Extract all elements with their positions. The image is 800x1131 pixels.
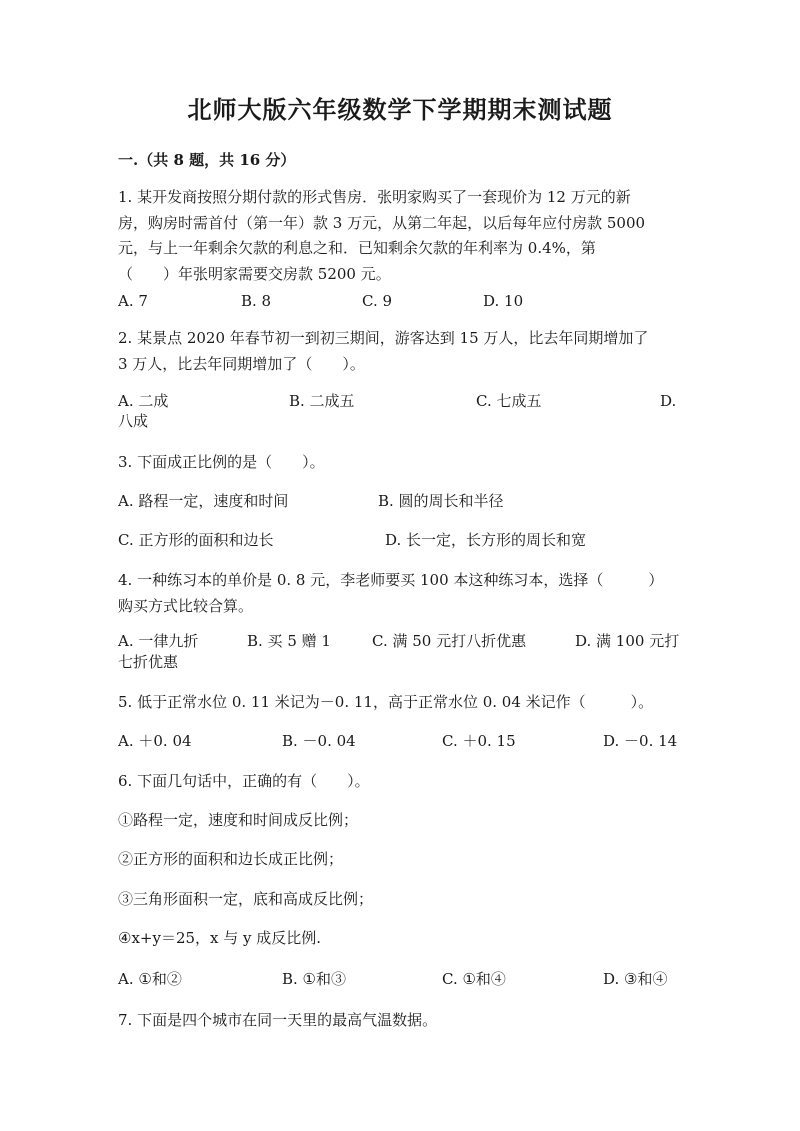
question-line: ②正方形的面积和边长成正比例； (118, 850, 344, 868)
question-6-option-b: B. ①和③ (282, 970, 347, 988)
question-line: 元，与上一年剩余欠款的利息之和．已知剩余欠款的年利率为 0.4%，第 (118, 239, 596, 257)
question-4-option-a: A. 一律九折 (118, 632, 199, 650)
question-6-option-a: A. ①和② (118, 970, 182, 988)
question-6-text (118, 769, 680, 795)
question-3-option-c: C. 正方形的面积和边长 (118, 531, 274, 549)
question-5-option-b: B. －0. 04 (282, 732, 356, 750)
question-5-option-a: A. ＋0. 04 (118, 732, 192, 750)
question-1-text (118, 185, 680, 287)
page-title: 北师大版六年级数学下学期期末测试题 (187, 95, 613, 124)
question-4-text (118, 568, 680, 619)
question-3-text (118, 450, 680, 476)
question-line: 1. 某开发商按照分期付款的形式售房．张明家购买了一套现价为 12 万元的新 (118, 188, 631, 206)
question-line: ③三角形面积一定，底和高成反比例； (118, 890, 374, 908)
question-line: 房，购房时需首付（第一年）款 3 万元，从第二年起，以后每年应付房款 5000 (118, 213, 646, 232)
question-line: 7. 下面是四个城市在同一天里的最高气温数据。 (118, 1011, 438, 1029)
question-6-statement-4 (118, 926, 680, 952)
question-5-option-d: D. －0. 14 (603, 732, 678, 750)
question-4-option-d: D. 满 100 元打 (575, 632, 680, 650)
question-1-option-c: C. 9 (362, 292, 393, 310)
question-line: 4. 一种练习本的单价是 0. 8 元，李老师要买 100 本这种练习本，选择（ ） (118, 571, 664, 589)
question-2-option-d: D. (660, 392, 677, 410)
question-line: 购买方式比较合算。 (118, 596, 254, 615)
question-4-option-d-continued: 七折优惠 (118, 653, 179, 671)
question-6-option-c: C. ①和④ (442, 970, 506, 988)
question-3-option-d: D. 长一定，长方形的周长和宽 (385, 531, 587, 549)
question-line: 3. 下面成正比例的是（ ）。 (118, 453, 325, 471)
question-6-statement-2 (118, 847, 680, 873)
section-heading: 一.（共 8 题，共 16 分） (118, 151, 296, 169)
question-6-option-d: D. ③和④ (603, 970, 668, 988)
question-line: ④x+y＝25，x 与 y 成反比例. (118, 929, 322, 947)
question-4-option-c: C. 满 50 元打八折优惠 (372, 632, 527, 650)
question-line: ①路程一定，速度和时间成反比例； (118, 811, 359, 829)
question-4-option-b: B. 买 5 赠 1 (247, 632, 331, 650)
question-2-option-d-continued: 八成 (118, 412, 149, 430)
question-6-statement-1 (118, 808, 680, 834)
question-6-statement-3 (118, 887, 680, 913)
question-2-text (118, 326, 680, 377)
question-line: 2. 某景点 2020 年春节初一到初三期间，游客达到 15 万人，比去年同期增加了 (118, 329, 649, 347)
question-2-option-c: C. 七成五 (476, 392, 542, 410)
question-1-option-a: A. 7 (118, 292, 148, 310)
question-1-option-b: B. 8 (241, 292, 272, 310)
question-line: （ ）年张明家需要交房款 5200 元。 (118, 264, 391, 283)
question-7-text (118, 1008, 680, 1034)
question-1-option-d: D. 10 (483, 292, 524, 310)
question-2-option-a: A. 二成 (118, 392, 169, 410)
question-line: 5. 低于正常水位 0. 11 米记为－0. 11，高于正常水位 0. 04 米记作（ ）。 (118, 693, 654, 711)
question-3-option-a: A. 路程一定，速度和时间 (118, 492, 289, 510)
question-3-option-b: B. 圆的周长和半径 (378, 492, 504, 510)
question-line: 3 万人，比去年同期增加了（ ）。 (118, 354, 365, 373)
question-2-option-b: B. 二成五 (289, 392, 355, 410)
question-line: 6. 下面几句话中，正确的有（ ）。 (118, 772, 370, 790)
question-5-option-c: C. ＋0. 15 (442, 732, 516, 750)
question-5-text (118, 690, 680, 716)
